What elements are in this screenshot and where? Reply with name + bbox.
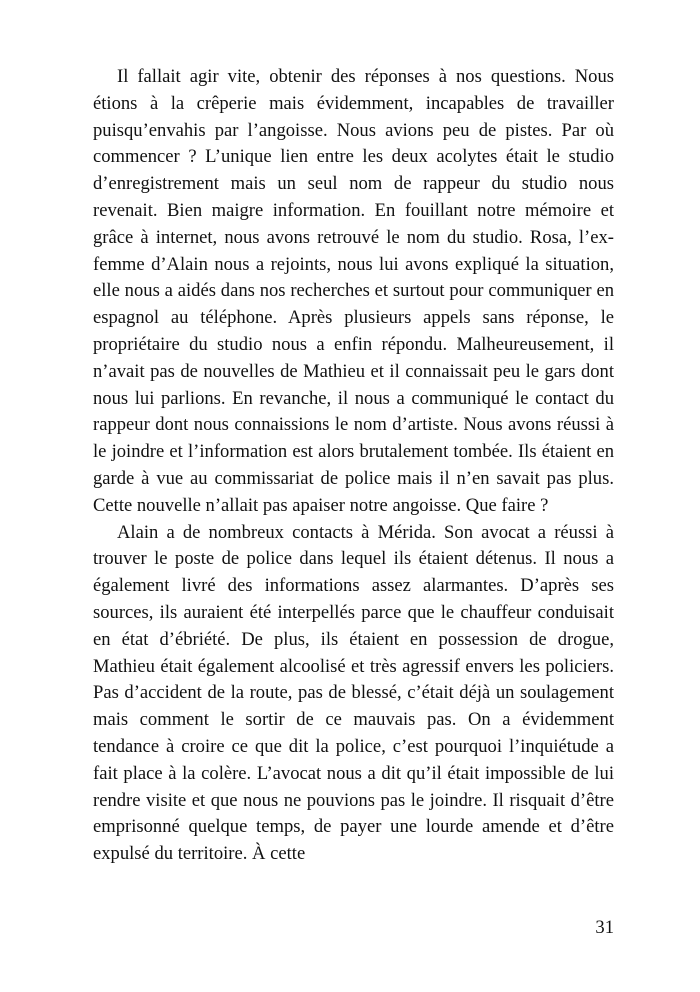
body-text [93, 64, 614, 868]
paragraph-1: Il fallait agir vite, obtenir des réponses à nos questions. Nous étions à la crêperie mais évidemment, incapables de travailler puisqu’envahis par l’angoisse. Nous avions peu de pistes. Par où commencer ? L’unique lien entre les deux acolytes était le studio d’enregistrement mais un seul nom de rappeur du studio nous revenait. Bien maigre information. En fouillant notre mémoire et grâce à internet, nous avons retrouvé le nom du studio. Rosa, l’ex-femme d’Alain nous a rejoints, nous lui avons expliqué la situation, elle nous a aidés dans nos recherches et surtout pour communiquer en espagnol au téléphone. Après plusieurs appels sans réponse, le propriétaire du studio nous a enfin répondu. Malheureusement, il n’avait pas de nouvelles de Mathieu et il connaissait peu le gars dont nous lui parlions. En revanche, il nous a communiqué le contact du rappeur dont nous connaissions le nom d’artiste. Nous avons réussi à le joindre et l’information est alors brutalement tombée. Ils étaient en garde à vue au commissariat de police mais il n’en savait pas plus. Cette nouvelle n’allait pas apaiser notre angoisse. Que faire ? [93, 66, 614, 516]
page-number: 31 [595, 917, 614, 938]
paragraph-2: Alain a de nombreux contacts à Mérida. Son avocat a réussi à trouver le poste de police dans lequel ils étaient détenus. Il nous a également livré des informations assez alarmantes. D’après ses sources, ils auraient été interpellés parce que le chauffeur conduisait en état d’ébriété. De plus, ils étaient en possession de drogue, Mathieu était également alcoolisé et très agressif envers les policiers. Pas d’accident de la route, pas de blessé, c’était déjà un soulagement mais comment le sortir de ce mauvais pas. On a évidemment tendance à croire ce que dit la police, c’est pourquoi l’inquiétude a fait place à la colère. L’avocat nous a dit qu’il était impossible de lui rendre visite et que nous ne pouvions pas le joindre. Il risquait d’être emprisonné quelque temps, de payer une lourde amende et d’être expulsé du territoire. À cette [93, 521, 614, 865]
